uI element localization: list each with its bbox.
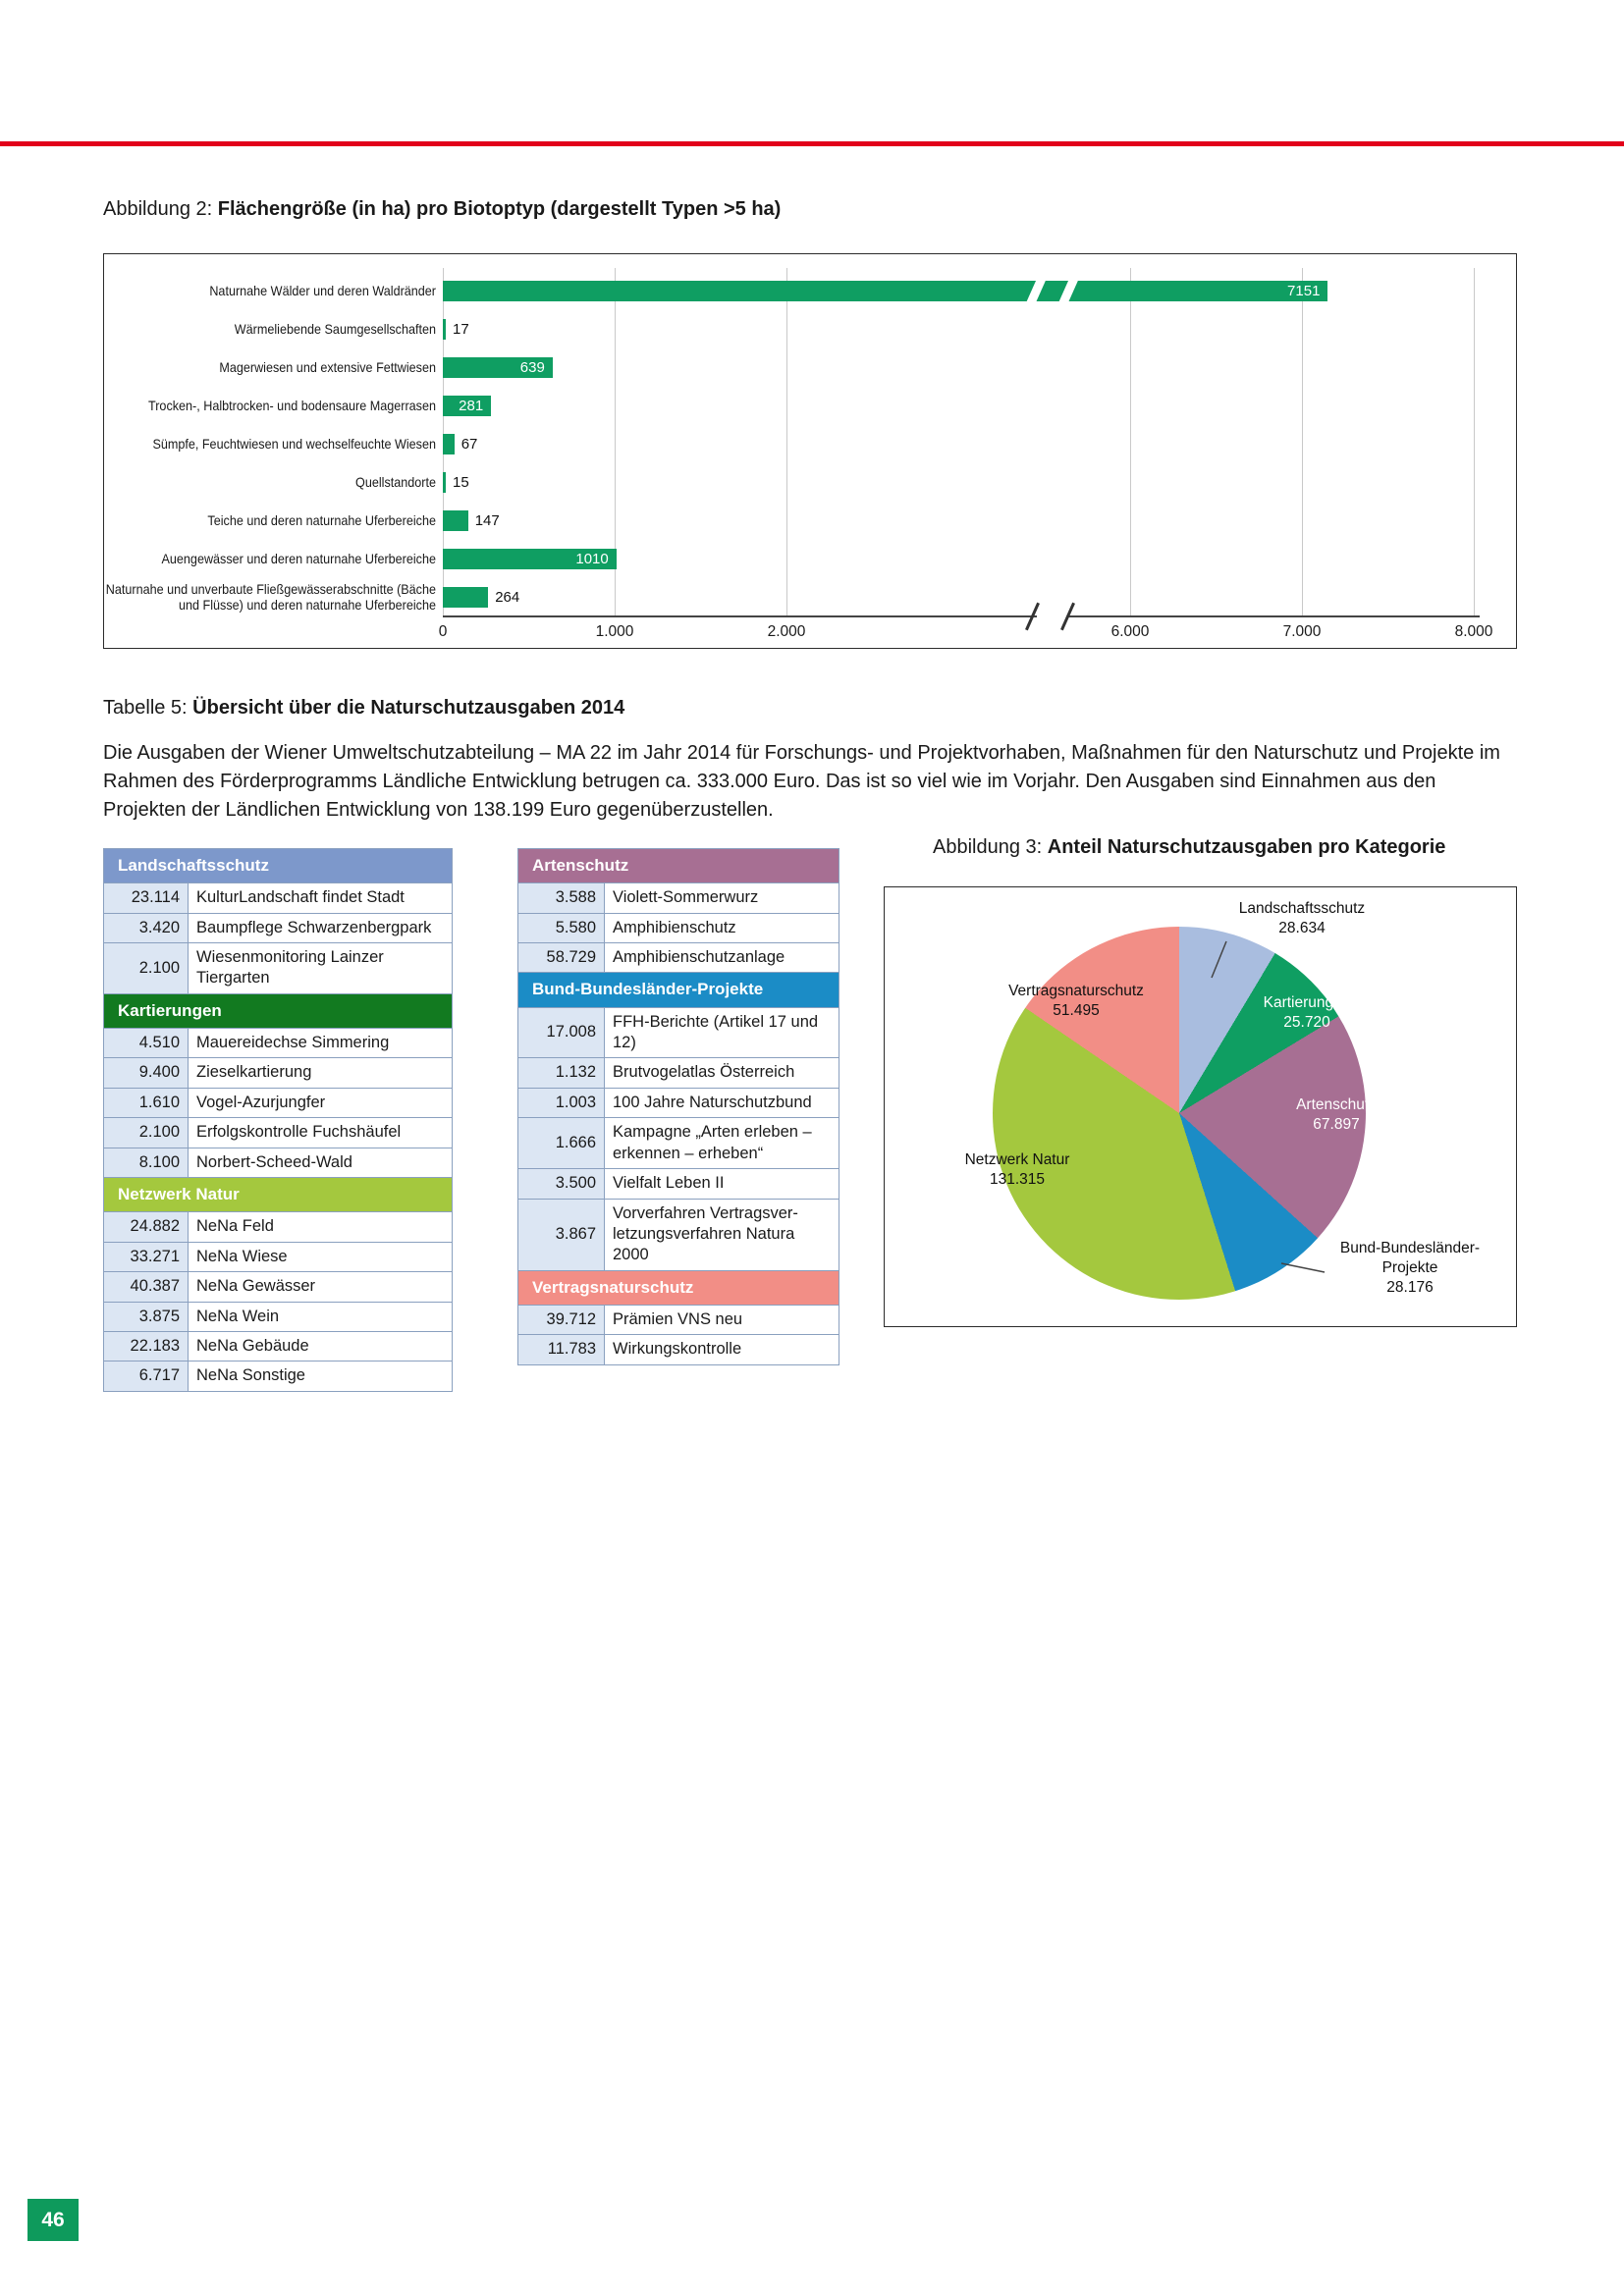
project-cell: Mauereidechse Simmering: [189, 1028, 453, 1057]
project-cell: NeNa Wiese: [189, 1242, 453, 1271]
amount-cell: 24.882: [104, 1212, 189, 1242]
project-cell: Wirkungskontrolle: [605, 1335, 839, 1364]
grid-line: [1474, 268, 1475, 615]
table-row: [104, 1118, 453, 1148]
amount-cell: 2.100: [104, 1118, 189, 1148]
figure3-caption-title: Anteil Naturschutzausgaben pro Kategorie: [1047, 836, 1446, 858]
table-row: [518, 1007, 839, 1058]
table-section-header: Landschaftsschutz: [104, 849, 453, 883]
amount-cell: 40.387: [104, 1272, 189, 1302]
project-cell: Vorverfahren Vertragsver-letzungsverfahren Natura 2000: [605, 1199, 839, 1270]
table-row: [518, 1088, 839, 1117]
amount-cell: 1.666: [518, 1118, 605, 1169]
grid-line: [1130, 268, 1131, 615]
x-tick-label: 2.000: [767, 623, 806, 640]
bar-value-label: 17: [453, 321, 469, 338]
project-cell: FFH-Berichte (Artikel 17 und 12): [605, 1007, 839, 1058]
project-cell: Amphibienschutz: [605, 913, 839, 942]
grid-line: [1302, 268, 1303, 615]
table-row: [104, 1058, 453, 1088]
x-tick-label: 7.000: [1282, 623, 1322, 640]
project-cell: NeNa Wein: [189, 1302, 453, 1331]
pie-label-landschaftsschutz: [1199, 899, 1405, 938]
expenses-table-right: [517, 848, 839, 1365]
project-cell: Amphibienschutzanlage: [605, 942, 839, 972]
project-cell: Erfolgskontrolle Fuchshäufel: [189, 1118, 453, 1148]
amount-cell: 23.114: [104, 883, 189, 913]
table-section-header: Kartierungen: [104, 993, 453, 1028]
x-tick-label: 0: [438, 623, 448, 640]
pie-label-name: Kartierungen: [1263, 994, 1351, 1011]
table-row: [104, 913, 453, 942]
page-number: 46: [41, 2208, 65, 2231]
pie-label-value: 67.897: [1313, 1115, 1360, 1133]
x-tick-label: 6.000: [1110, 623, 1150, 640]
bar-category-label: Auengewässer und deren naturnahe Uferbereiche: [161, 550, 436, 566]
pie-label-kartierungen: [1223, 993, 1390, 1033]
table-row: [104, 1088, 453, 1117]
grid-line: [786, 268, 787, 615]
bar-value-label: 1010: [575, 551, 609, 567]
figure2-caption-prefix: Abbildung 2:: [103, 198, 218, 220]
intro-paragraph: Die Ausgaben der Wiener Umweltschutzabteilung – MA 22 im Jahr 2014 für Forschungs- und Projektvorhaben, Maßnahmen für den Naturschutz und Projekte im Rahmen des Förderprogramms Ländliche Entwicklung betrugen ca. 333.000 Euro. Das ist so viel wie im Vorjahr. Den Ausgaben sind Einnahmen aus den Projekten der Ländlichen Entwicklung von 138.199 Euro gegenüberzustellen.: [103, 742, 1500, 821]
amount-cell: 3.588: [518, 883, 605, 913]
table-section-header: Vertragsnaturschutz: [518, 1270, 839, 1305]
table-row: [518, 942, 839, 972]
project-cell: Prämien VNS neu: [605, 1305, 839, 1334]
bar-value-label: 7151: [1287, 283, 1321, 299]
bar: [443, 434, 455, 454]
amount-cell: 33.271: [104, 1242, 189, 1271]
project-cell: Baumpflege Schwarzenbergpark: [189, 913, 453, 942]
figure2-caption-title: Flächengröße (in ha) pro Biotoptyp (dargestellt Typen >5 ha): [217, 198, 782, 220]
pie-leader-landschaftsschutz: [1212, 941, 1226, 978]
table-row: [518, 1305, 839, 1334]
x-tick-label: 8.000: [1454, 623, 1493, 640]
bar: [443, 472, 446, 493]
project-cell: NeNa Feld: [189, 1212, 453, 1242]
bar-category-label: Quellstandorte: [355, 473, 436, 490]
project-cell: NeNa Sonstige: [189, 1362, 453, 1391]
amount-cell: 4.510: [104, 1028, 189, 1057]
project-cell: 100 Jahre Naturschutzbund: [605, 1088, 839, 1117]
tabelle5-caption-title: Übersicht über die Naturschutzausgaben 2014: [192, 697, 625, 719]
table-row: [518, 1199, 839, 1270]
amount-cell: 3.875: [104, 1302, 189, 1331]
tabelle5-caption-prefix: Tabelle 5:: [103, 697, 193, 719]
figure2-caption: [103, 198, 781, 221]
expenses-table-left: [103, 848, 453, 1392]
table-row: [104, 1331, 453, 1361]
axis-break-mask: [1037, 614, 1068, 619]
project-cell: Brutvogelatlas Österreich: [605, 1058, 839, 1088]
amount-cell: 58.729: [518, 942, 605, 972]
pie-label-value: 25.720: [1283, 1013, 1330, 1031]
amount-cell: 3.420: [104, 913, 189, 942]
table-section-header-row: [518, 1270, 839, 1305]
project-cell: Vogel-Azurjungfer: [189, 1088, 453, 1117]
amount-cell: 1.610: [104, 1088, 189, 1117]
project-cell: Violett-Sommerwurz: [605, 883, 839, 913]
table-row: [104, 1302, 453, 1331]
table-row: [518, 1335, 839, 1364]
table-row: [104, 942, 453, 993]
pie-label-name: Vertragsnaturschutz: [1008, 983, 1144, 999]
pie-label-bund-bundeslaender-projekte: [1317, 1239, 1503, 1297]
bar-chart: [103, 253, 1517, 649]
bar-category-label: Naturnahe und unverbaute Fließgewässerabschnitte (Bäche und Flüsse) und deren naturnahe Uferbereiche: [105, 580, 436, 613]
table-section-header: Netzwerk Natur: [104, 1178, 453, 1212]
tabelle5-caption: [103, 697, 624, 720]
pie-label-name: Artenschutz: [1296, 1096, 1377, 1113]
amount-cell: 8.100: [104, 1148, 189, 1177]
table-row: [518, 883, 839, 913]
table-section-header-row: [518, 849, 839, 883]
table-section-header-row: [104, 993, 453, 1028]
amount-cell: 5.580: [518, 913, 605, 942]
bar-value-label: 15: [453, 474, 469, 491]
project-cell: NeNa Gewässer: [189, 1272, 453, 1302]
pie-label-name: Netzwerk Natur: [964, 1151, 1070, 1168]
table-row: [104, 1272, 453, 1302]
table-row: [104, 1362, 453, 1391]
pie-label-artenschutz: [1243, 1095, 1430, 1135]
bar-value-label: 639: [519, 359, 545, 376]
amount-cell: 3.867: [518, 1199, 605, 1270]
project-cell: KulturLandschaft findet Stadt: [189, 883, 453, 913]
bar: [443, 319, 446, 340]
amount-cell: 17.008: [518, 1007, 605, 1058]
table-section-header: Artenschutz: [518, 849, 839, 883]
project-cell: Kampagne „Arten erleben – erkennen – erheben“: [605, 1118, 839, 1169]
pie-label-value: 28.176: [1386, 1278, 1434, 1296]
top-rule: [0, 141, 1624, 146]
table-section-header-row: [104, 1178, 453, 1212]
amount-cell: 11.783: [518, 1335, 605, 1364]
bar-value-label: 67: [460, 436, 478, 453]
pie-label-name: Bund-Bundesländer-Projekte: [1339, 1240, 1481, 1276]
table-row: [518, 1169, 839, 1199]
table-row: [104, 1148, 453, 1177]
amount-cell: 2.100: [104, 942, 189, 993]
bar-category-label: Sümpfe, Feuchtwiesen und wechselfeuchte Wiesen: [152, 435, 436, 452]
bar-value-label: 147: [474, 512, 500, 529]
table-row: [104, 1242, 453, 1271]
bar-value-label: 281: [459, 398, 484, 414]
bar-category-label: Magerwiesen und extensive Fettwiesen: [219, 358, 436, 375]
bar: [443, 587, 488, 608]
bar-category-label: Naturnahe Wälder und deren Waldränder: [209, 282, 436, 298]
bar: [443, 510, 468, 531]
table-row: [518, 913, 839, 942]
x-axis: [443, 615, 1480, 617]
amount-cell: 9.400: [104, 1058, 189, 1088]
project-cell: NeNa Gebäude: [189, 1331, 453, 1361]
pie-label-value: 51.495: [1053, 1001, 1100, 1019]
amount-cell: 22.183: [104, 1331, 189, 1361]
bar-category-label: Teiche und deren naturnahe Uferbereiche: [207, 511, 436, 528]
pie-label-value: 28.634: [1278, 919, 1326, 936]
x-tick-label: 1.000: [595, 623, 634, 640]
table-section-header-row: [104, 849, 453, 883]
figure3-caption-prefix: Abbildung 3:: [933, 836, 1048, 858]
table-section-header-row: [518, 973, 839, 1007]
bar-value-label: 264: [495, 589, 520, 606]
bar-category-label: Wärmeliebende Saumgesellschaften: [234, 320, 436, 337]
table-row: [104, 1028, 453, 1057]
bar-chart-plot: [104, 254, 1516, 648]
project-cell: Vielfalt Leben II: [605, 1169, 839, 1199]
pie-label-netzwerk-natur: [909, 1150, 1125, 1190]
project-cell: Norbert-Scheed-Wald: [189, 1148, 453, 1177]
table-row: [518, 1118, 839, 1169]
project-cell: Zieselkartierung: [189, 1058, 453, 1088]
table-row: [518, 1058, 839, 1088]
table-row: [104, 883, 453, 913]
amount-cell: 39.712: [518, 1305, 605, 1334]
table-row: [104, 1212, 453, 1242]
amount-cell: 1.132: [518, 1058, 605, 1088]
bar-category-label: Trocken-, Halbtrocken- und bodensaure Magerrasen: [148, 397, 436, 413]
table-section-header: Bund-Bundesländer-Projekte: [518, 973, 839, 1007]
project-cell: Wiesenmonitoring Lainzer Tiergarten: [189, 942, 453, 993]
amount-cell: 1.003: [518, 1088, 605, 1117]
pie-label-vertragsnaturschutz: [968, 982, 1184, 1021]
pie-label-name: Landschaftsschutz: [1238, 900, 1366, 917]
pie-label-value: 131.315: [989, 1170, 1046, 1188]
amount-cell: 3.500: [518, 1169, 605, 1199]
pie-chart: [884, 886, 1517, 1327]
page-number-badge: [27, 2199, 79, 2241]
figure3-caption: [933, 836, 1445, 859]
amount-cell: 6.717: [104, 1362, 189, 1391]
